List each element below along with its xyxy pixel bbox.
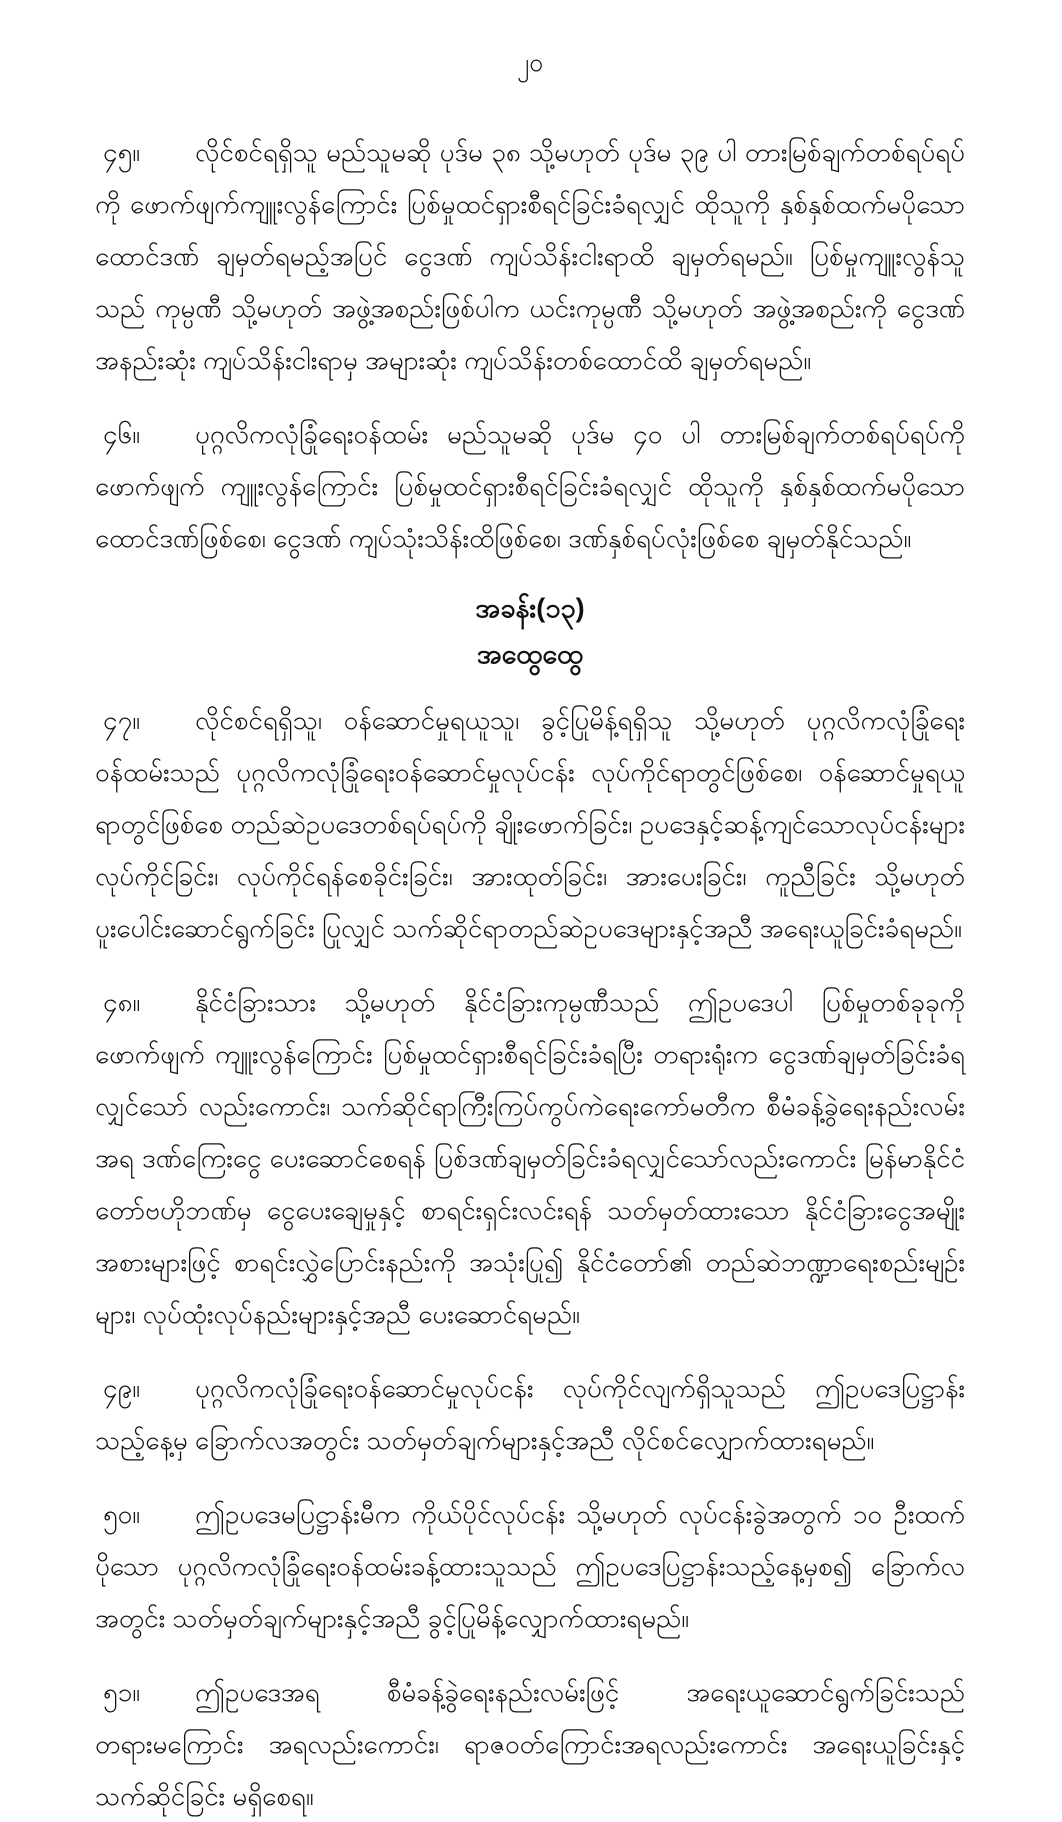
paragraph-51-number: ၅၁။ xyxy=(103,1677,141,1707)
paragraph-46 xyxy=(95,408,965,564)
chapter-subheading: အထွေထွေ xyxy=(476,639,584,669)
paragraph-51 xyxy=(95,1666,965,1822)
paragraph-50-text: ဤဥပဒေမပြဋ္ဌာန်းမီက ကိုယ်ပိုင်လုပ်ငန်း သို့မဟုတ် လုပ်ငန်းခွဲအတွက် ၁၀ ဦးထက် ပိုသော ပုဂ္ဂလိကလုံခြုံရေးဝန်ထမ်းခန့်ထားသူသည် ဤဥပဒေပြဋ္ဌာန်းသည့်နေ့မှစ၍ ခြောက်လအတွင်း သတ်မှတ်ချက်များနှင့်အညီ ခွင့်ပြုမိန့်လျှောက်ထားရမည်။ xyxy=(95,1499,965,1633)
paragraph-50 xyxy=(95,1488,965,1644)
page-number: ၂၀ xyxy=(516,49,544,77)
paragraph-48-number: ၄၈။ xyxy=(103,987,141,1017)
paragraph-46-text: ပုဂ္ဂလိကလုံခြုံရေးဝန်ထမ်း မည်သူမဆို ပုဒ်မ ၄၀ ပါ တားမြစ်ချက်တစ်ရပ်ရပ်ကို ဖောက်ဖျက် ကျူးလွန်ကြောင်း ပြစ်မှုထင်ရှားစီရင်ခြင်းခံရလျှင် ထိုသူကို နှစ်နှစ်ထက်မပိုသော ထောင်ဒဏ်ဖြစ်စေ၊ ငွေဒဏ် ကျပ်သုံးသိန်းထိဖြစ်စေ၊ ဒဏ်နှစ်ရပ်လုံးဖြစ်စေ ချမှတ်နိုင်သည်။ xyxy=(95,419,965,553)
paragraph-48 xyxy=(95,976,965,1340)
paragraph-49 xyxy=(95,1362,965,1466)
paragraph-50-number: ၅၀။ xyxy=(103,1499,141,1529)
paragraph-47-number: ၄၇။ xyxy=(103,705,141,735)
paragraph-47-text: လိုင်စင်ရရှိသူ၊ ဝန်ဆောင်မှုရယူသူ၊ ခွင့်ပြုမိန့်ရရှိသူ သို့မဟုတ် ပုဂ္ဂလိကလုံခြုံရေးဝန်ထမ်းသည် ပုဂ္ဂလိကလုံခြုံရေးဝန်ဆောင်မှုလုပ်ငန်း လုပ်ကိုင်ရာတွင်ဖြစ်စေ၊ ဝန်ဆောင်မှုရယူရာတွင်ဖြစ်စေ တည်ဆဲဥပဒေတစ်ရပ်ရပ်ကို ချိုးဖောက်ခြင်း၊ ဥပဒေနှင့်ဆန့်ကျင်သောလုပ်ငန်းများလုပ်ကိုင်ခြင်း၊ လုပ်ကိုင်ရန်စေခိုင်းခြင်း၊ အားထုတ်ခြင်း၊ အားပေးခြင်း၊ ကူညီခြင်း သို့မဟုတ် ပူးပေါင်းဆောင်ရွက်ခြင်း ပြုလျှင် သက်ဆိုင်ရာတည်ဆဲဥပဒေများနှင့်အညီ အရေးယူခြင်းခံရမည်။ xyxy=(95,705,965,943)
chapter-heading: အခန်း(၁၃) xyxy=(475,593,585,623)
paragraph-45-number: ၄၅။ xyxy=(103,137,141,167)
paragraph-46-number: ၄၆။ xyxy=(103,419,141,449)
paragraph-45 xyxy=(95,126,965,386)
paragraph-49-number: ၄၉။ xyxy=(103,1373,141,1403)
paragraph-47 xyxy=(95,694,965,954)
paragraph-45-text: လိုင်စင်ရရှိသူ မည်သူမဆို ပုဒ်မ ၃၈ သို့မဟုတ် ပုဒ်မ ၃၉ ပါ တားမြစ်ချက်တစ်ရပ်ရပ်ကို ဖောက်ဖျက်ကျူးလွန်ကြောင်း ပြစ်မှုထင်ရှားစီရင်ခြင်းခံရလျှင် ထိုသူကို နှစ်နှစ်ထက်မပိုသော ထောင်ဒဏ် ချမှတ်ရမည့်အပြင် ငွေဒဏ် ကျပ်သိန်းငါးရာထိ ချမှတ်ရမည်။ ပြစ်မှုကျူးလွန်သူသည် ကုမ္ပဏီ သို့မဟုတ် အဖွဲ့အစည်းဖြစ်ပါက ယင်းကုမ္ပဏီ သို့မဟုတ် အဖွဲ့အစည်းကို ငွေဒဏ် အနည်းဆုံး ကျပ်သိန်းငါးရာမှ အများဆုံး ကျပ်သိန်းတစ်ထောင်ထိ ချမှတ်ရမည်။ xyxy=(95,137,965,375)
paragraph-49-text: ပုဂ္ဂလိကလုံခြုံရေးဝန်ဆောင်မှုလုပ်ငန်း လုပ်ကိုင်လျက်ရှိသူသည် ဤဥပဒေပြဋ္ဌာန်းသည့်နေ့မှ ခြောက်လအတွင်း သတ်မှတ်ချက်များနှင့်အညီ လိုင်စင်လျှောက်ထားရမည်။ xyxy=(95,1373,965,1455)
paragraph-51-text: ဤဥပဒေအရ စီမံခန့်ခွဲရေးနည်းလမ်းဖြင့် အရေးယူဆောင်ရွက်ခြင်းသည် တရားမကြောင်း အရလည်းကောင်း၊ ရာဇဝတ်ကြောင်းအရလည်းကောင်း အရေးယူခြင်းနှင့် သက်ဆိုင်ခြင်း မရှိစေရ။ xyxy=(95,1677,965,1811)
paragraph-48-text: နိုင်ငံခြားသား သို့မဟုတ် နိုင်ငံခြားကုမ္ပဏီသည် ဤဥပဒေပါ ပြစ်မှုတစ်ခုခုကို ဖောက်ဖျက် ကျူးလွန်ကြောင်း ပြစ်မှုထင်ရှားစီရင်ခြင်းခံရပြီး တရားရုံးက ငွေဒဏ်ချမှတ်ခြင်းခံရလျှင်သော် လည်းကောင်း၊ သက်ဆိုင်ရာကြီးကြပ်ကွပ်ကဲရေးကော်မတီက စီမံခန့်ခွဲရေးနည်းလမ်းအရ ဒဏ်ကြေးငွေ ပေးဆောင်စေရန် ပြစ်ဒဏ်ချမှတ်ခြင်းခံရလျှင်သော်လည်းကောင်း မြန်မာနိုင်ငံတော်ဗဟိုဘဏ်မှ ငွေပေးချေမှုနှင့် စာရင်းရှင်းလင်းရန် သတ်မှတ်ထားသော နိုင်ငံခြားငွေအမျိုးအစားများဖြင့် စာရင်းလွှဲပြောင်းနည်းကို အသုံးပြု၍ နိုင်ငံတော်၏ တည်ဆဲဘဏ္ဍာရေးစည်းမျဉ်းများ၊ လုပ်ထုံးလုပ်နည်းများနှင့်အညီ ပေးဆောင်ရမည်။ xyxy=(95,987,965,1329)
